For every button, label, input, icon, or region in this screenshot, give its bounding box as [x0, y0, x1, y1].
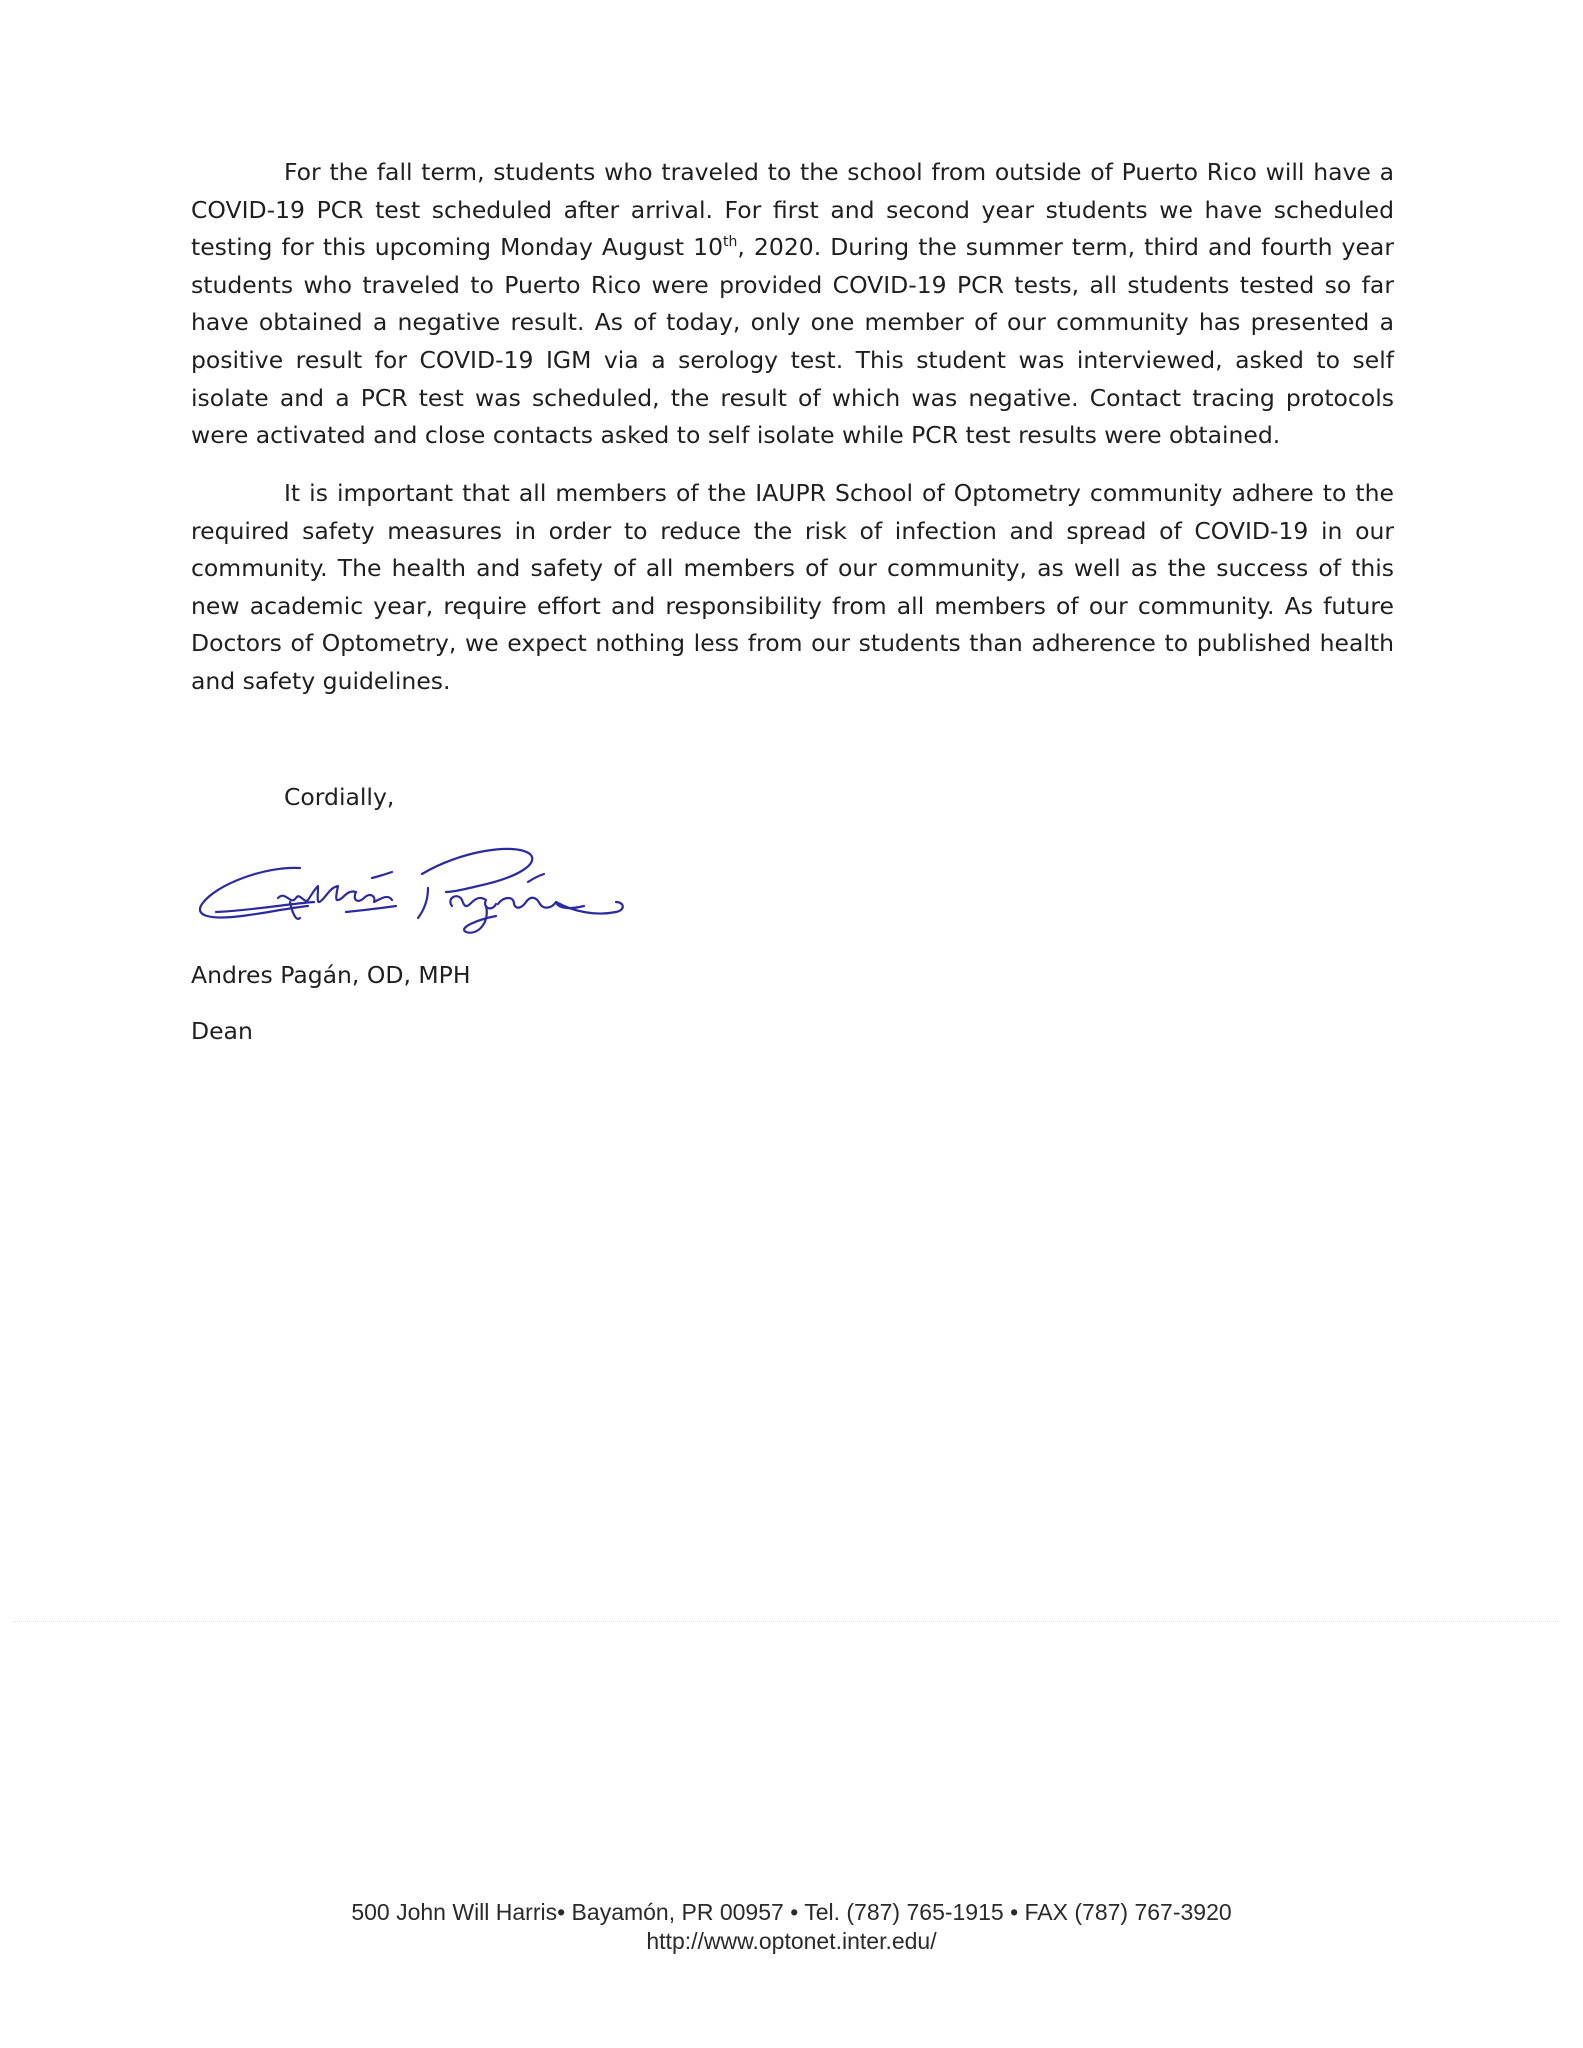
footer-website-link[interactable]: http://www.optonet.inter.edu/	[646, 1928, 937, 1954]
handwritten-signature	[196, 846, 686, 956]
ordinal-suffix: th	[723, 234, 738, 251]
closing-salutation: Cordially,	[284, 783, 395, 811]
footer-divider	[14, 1621, 1560, 1622]
paragraph-1-text-end: , 2020. During the summer term, third and fourth year students who traveled to Puerto Rico were provided COVID-19 PCR tests, all students tested so far have obtained a negative result. As of today, only one member of our community has presented a positive result for COVID-19 IGM via a serology test. This student was interviewed, asked to self isolate and a PCR test was scheduled, the result of which was negative. Contact tracing protocols were activated and close contacts asked to self isolate while PCR test results were obtained.	[191, 233, 1394, 450]
paragraph-1-text-start: For the fall term, students who traveled to the school from outside of Puerto Rico will have a COVID-19 PCR test scheduled after arrival. For first and second year students we have scheduled testing for this upcoming Monday August 10	[191, 158, 1394, 262]
paragraph-fall-term-testing	[191, 154, 1394, 455]
footer-address: 500 John Will Harris• Bayamón, PR 00957 • Tel. (787) 765-1915 • FAX (787) 767-3920	[351, 1899, 1232, 1925]
signer-name: Andres Pagán, OD, MPH	[191, 961, 471, 989]
signer-title: Dean	[191, 1017, 253, 1045]
paragraph-2-text: It is important that all members of the IAUPR School of Optometry community adhere to the required safety measures in order to reduce the risk of infection and spread of COVID-19 in our community. The health and safety of all members of our community, as well as the success of this new academic year, require effort and responsibility from all members of our community. As future Doctors of Optometry, we expect nothing less from our students than adherence to published health and safety guidelines.	[191, 479, 1394, 695]
paragraph-safety-measures	[191, 475, 1394, 701]
